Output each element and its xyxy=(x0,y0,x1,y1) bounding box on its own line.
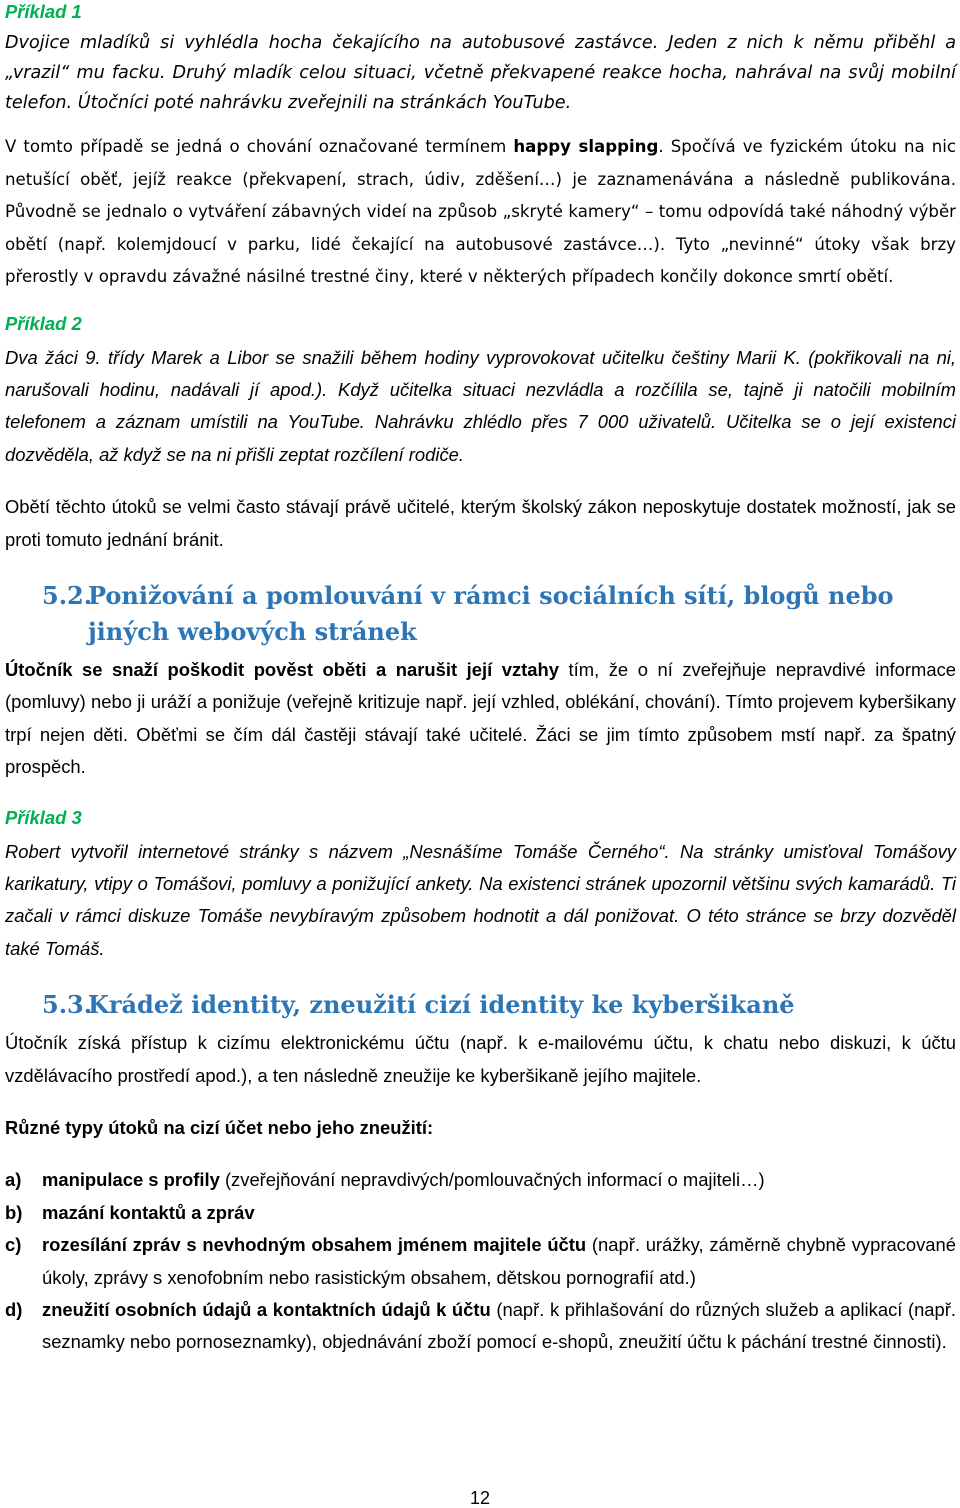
section-5-3-number: 5.3. xyxy=(42,990,93,1020)
list-item xyxy=(5,1164,956,1196)
happy-slapping-term: happy slapping xyxy=(513,137,659,156)
section-5-3-heading xyxy=(5,987,956,1023)
document-page xyxy=(5,0,956,1359)
list-item-text: (např. k přihlašování do různých služeb a aplikací (např. seznamky nebo pornoseznamky), objednávání zboží pomocí e-shopů, zneužití účtu k páchání trestné činnosti). xyxy=(42,1299,956,1353)
section-5-2-heading xyxy=(5,578,956,650)
happy-slapping-post: . Spočívá ve fyzickém útoku na nic netušící oběť, jejíž reakce (překvapení, strach, údiv, zděšení…) je zaznamenávána a následně publikována. Původně se jednalo o vytváření zábavných videí na způsob „skryté kamery“ – tomu odpovídá také náhodný výběr obětí (např. kolemjdoucí v parku, lidé čekající na autobusové zastávce…). Tyto „nevinné“ útoky však brzy přerostly v opravdu závažné násilné trestné činy, které v některých případech končily dokonce smrtí obětí. xyxy=(5,137,956,286)
example-2-title: Příklad 2 xyxy=(5,312,82,334)
list-item-letter: b) xyxy=(5,1201,23,1223)
list-item-letter: c) xyxy=(5,1234,22,1256)
happy-slapping-paragraph xyxy=(5,131,956,294)
section-5-3-title: Krádež identity, zneužití cizí identity ke kyberšikaně xyxy=(88,990,795,1020)
section-5-2-text xyxy=(5,654,956,784)
list-item-bold: manipulace s profily xyxy=(42,1169,220,1191)
list-item-bold: rozesílání zpráv s nevhodným obsahem jménem majitele účtu xyxy=(42,1234,587,1256)
list-item-letter: a) xyxy=(5,1169,22,1191)
example-1-title: Příklad 1 xyxy=(5,1,82,22)
list-item-letter: d) xyxy=(5,1299,23,1321)
example-1-text: Dvojice mladíků si vyhlédla hocha čekajícího na autobusové zastávce. Jeden z nich k němu přiběhl a „vrazil“ mu facku. Druhý mladík celou situaci, včetně překvapené reakce hocha, nahrával na svůj mobilní telefon. Útočníci poté nahrávku zveřejnili na stránkách YouTube. xyxy=(5,33,956,113)
attack-types-list xyxy=(5,1164,956,1358)
happy-slapping-pre: V tomto případě se jedná o chování označované termínem xyxy=(5,137,514,156)
example-3-text: Robert vytvořil internetové stránky s názvem „Nesnášíme Tomáše Černého“. Na stránky umisťoval Tomášovy karikatury, vtipy o Tomášovi, pomluvy a ponižující ankety. Na existenci stránek upozornil většinu svých kamarádů. Ti začali v rámci diskuze Tomáše nevybíravým způsobem hodnotit a dál ponižovat. O této stránce se brzy dozvěděl také Tomáš. xyxy=(5,840,956,959)
section-5-3-text: Útočník získá přístup k cizímu elektronickému účtu (např. k e-mailovému účtu, k chatu nebo diskuzi, k účtu vzdělávacího prostředí apod.), a ten následně zneužije ke kyberšikaně jejího majitele. xyxy=(5,1032,956,1086)
list-item xyxy=(5,1294,956,1359)
list-item xyxy=(5,1229,956,1294)
attack-types-heading: Různé typy útoků na cizí účet nebo jeho zneužití: xyxy=(5,1117,434,1138)
list-item-text: (např. urážky, záměrně chybně vypracované úkoly, zprávy s xenofobním nebo rasistickým obsahem, dětskou pornografií atd.) xyxy=(42,1234,956,1288)
section-5-2-body: tím, že o ní zveřejňuje nepravdivé informace (pomluvy) nebo ji uráží a ponižuje (veřejně kritizuje např. její vzhled, oblékání, chování). Tímto projevem kyberšikany trpí nejen děti. Oběťmi se čím dál častěji stávají také učitelé. Žáci se jim tímto způsobem mstí např. za špatný prospěch. xyxy=(5,658,956,778)
section-5-2-number: 5.2. xyxy=(42,580,93,610)
example-2-text: Dva žáci 9. třídy Marek a Libor se snažili během hodiny vyprovokovat učitelku češtiny Marii K. (pokřikovali na ni, narušovali hodinu, nadávali jí apod.). Když učitelka situaci nezvládla a rozčílila se, tajně ji natočili mobilním telefonem a záznam umístili na YouTube. Nahrávku zhlédlo přes 7 000 uživatelů. Učitelka se o její existenci dozvěděla, až když se na ni přišli zeptat rozčílení rodiče. xyxy=(5,346,956,465)
section-5-2-title: Ponižování a pomlouvání v rámci sociálních sítí, blogů nebo jiných webových stránek xyxy=(88,580,894,646)
teachers-paragraph: Obětí těchto útoků se velmi často stávají právě učitelé, kterým školský zákon neposkytuje dostatek možností, jak se proti tomuto jednání bránit. xyxy=(5,496,956,550)
page-number: 12 xyxy=(469,1488,491,1508)
list-item-bold: zneužití osobních údajů a kontaktních údajů k účtu xyxy=(42,1299,491,1321)
list-item-text: (zveřejňování nepravdivých/pomlouvačných informací o majiteli…) xyxy=(219,1169,765,1191)
section-5-2-bold-lead: Útočník se snaží poškodit pověst oběti a narušit její vztahy xyxy=(5,658,559,680)
list-item xyxy=(5,1197,956,1229)
list-item-bold: mazání kontaktů a zpráv xyxy=(42,1201,255,1223)
example-3-title: Příklad 3 xyxy=(5,806,82,828)
